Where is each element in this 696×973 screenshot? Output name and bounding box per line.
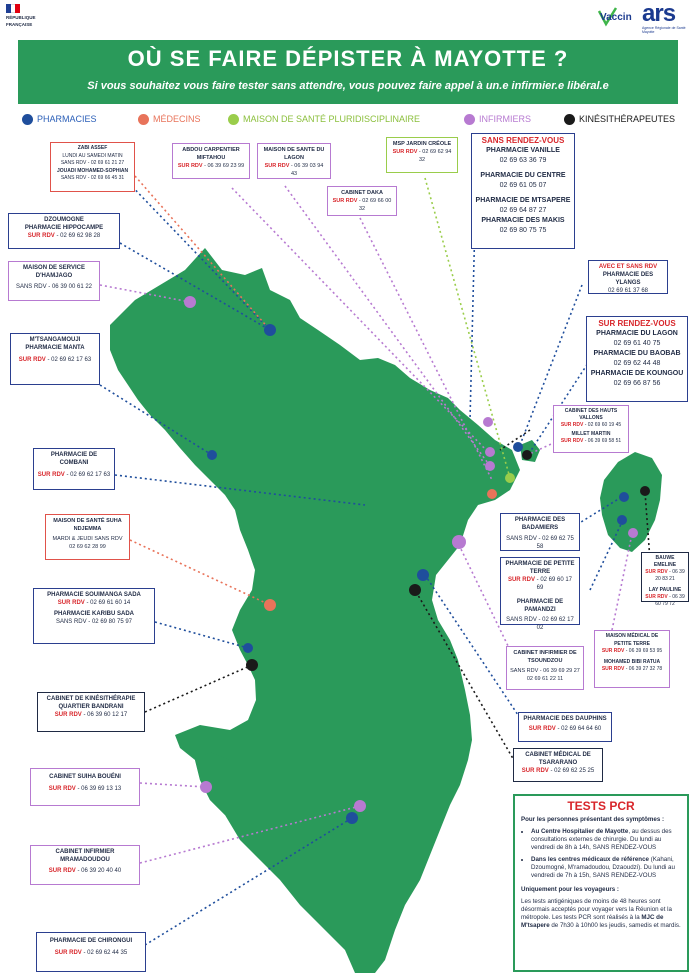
box-combani: [33, 448, 115, 490]
box-petite-terre: [500, 557, 580, 631]
dauphins-name: PHARMACIE DES DAUPHINS: [523, 716, 607, 722]
legend-label: PHARMACIES: [37, 114, 97, 124]
rf-text-1: RÉPUBLIQUE: [6, 15, 36, 20]
lagon-ms-name: MAISON DE SANTE DU LAGON: [263, 147, 325, 161]
millet-phone: - 06 39 69 58 51: [583, 438, 622, 444]
hamjago-name: MAISON DE SERVICE D'HAMJAGO: [23, 265, 85, 279]
box-msp: [386, 137, 458, 173]
pharmacy-marker: [207, 450, 217, 460]
badamiers-phone: SANS RDV - 02 69 62 75 58: [506, 536, 574, 550]
pcr-item-chm: [531, 828, 681, 852]
box-dzoumogne: [8, 213, 120, 249]
pcr-info-box: [513, 794, 689, 972]
combani-rdv: SUR RDV: [37, 472, 65, 478]
zabi-phone: SANS RDV - 02 69 61 21 27: [60, 160, 125, 166]
pcr-item-centres-title: Dans les centres médicaux de référence: [531, 856, 649, 863]
sur-rdv-heading: SUR RENDEZ-VOUS: [598, 319, 676, 328]
box-tsararano: [513, 748, 603, 782]
lagon-ms-rdv: SUR RDV: [264, 163, 290, 169]
sans-rdv-heading: SANS RENDEZ-VOUS: [481, 136, 565, 145]
nurse-marker: [354, 800, 366, 812]
boueni-phone: - 06 39 69 13 13: [75, 786, 122, 792]
suha-phone: 02 69 62 28 99: [69, 544, 106, 550]
baobab-phone: 02 69 62 44 48: [613, 360, 661, 367]
nurse-marker: [485, 461, 495, 471]
souimanga-name: PHARMACIE SOUIMANGA SADA: [47, 592, 141, 598]
nurse-marker: [200, 781, 212, 793]
legend-label: KINÉSITHÉRAPEUTES: [579, 114, 676, 124]
box-souimanga: [33, 588, 155, 644]
hauts-vallons-phone: - 02 69 60 19 45: [583, 422, 622, 428]
mm-petite-terre-name: MAISON MÉDICAL DE PETITE TERRE: [605, 633, 659, 647]
dauphins-rdv: SUR RDV: [528, 726, 556, 732]
pcr-list: [521, 828, 681, 880]
abdou-name: ABDOU CARPENTIER MIFTAHOU: [182, 147, 240, 161]
mtsanga-phone: - 02 69 62 17 63: [45, 357, 92, 363]
lagon-ms-phone: - 06 39 03 94 43: [289, 163, 324, 177]
zabi-name: ZABI ASSEF: [77, 145, 108, 151]
chirongui-rdv: SUR RDV: [54, 950, 82, 956]
nurse-marker: [483, 417, 493, 427]
millet-rdv: SUR RDV: [560, 438, 584, 444]
koungou-phone: 02 69 66 87 56: [613, 380, 661, 387]
suha-name: MAISON DE SANTÉ SUHA NDJEMMA: [53, 518, 122, 532]
bauwe-name: BAUWE EMELINE: [653, 555, 677, 568]
mramadoudou-name: CABINET INFIRMIER MRAMADOUDOU: [55, 849, 115, 863]
box-ylangs: [588, 260, 668, 294]
koungou-name: PHARMACIE DE KOUNGOU: [590, 370, 684, 377]
msp-phone: - 02 69 62 94 32: [417, 149, 452, 163]
box-hamjago: [8, 261, 100, 301]
physio-marker: [409, 584, 421, 596]
pcr-item-chm-text: , au dessus des consultations externes de chirurgie. Du lundi au vendredi de 8h à 14h, SANS RENDEZ-VOUS: [531, 828, 672, 851]
mtsanga-name: M'TSANGAMOUJI: [29, 337, 81, 343]
box-zabi: [50, 142, 135, 192]
petite-terre-name: PHARMACIE DE PETITE TERRE: [505, 561, 575, 575]
hauts-vallons-rdv: SUR RDV: [560, 422, 584, 428]
pharmacy-marker: [243, 643, 253, 653]
ars-text: ars: [642, 0, 676, 27]
doctor-marker: [264, 599, 276, 611]
mramadoudou-rdv: SUR RDV: [48, 868, 76, 874]
mohamed-bibi-name: MOHAMED BIBI RATUA: [603, 658, 661, 665]
page-title: OÙ SE FAIRE DÉPISTER À MAYOTTE ?: [127, 46, 569, 71]
mtsapere-name: PHARMACIE DE MTSAPERE: [475, 197, 571, 204]
physio-marker: [522, 450, 532, 460]
millet-name: MILLET MARTIN: [571, 431, 611, 437]
boueni-rdv: SUR RDV: [48, 786, 76, 792]
tsoundzou-phone-2: 02 69 61 22 11: [526, 676, 564, 682]
pcr-item-chm-title: Au Centre Hospitalier de Mayotte: [531, 828, 629, 835]
legend-label: INFIRMIERS: [479, 114, 532, 124]
manta-name: PHARMACIE MANTA: [25, 345, 85, 351]
bauwe-rdv: SUR RDV: [645, 569, 668, 575]
mtsapere-phone: 02 69 64 87 27: [499, 207, 547, 214]
centre-name: PHARMACIE DU CENTRE: [480, 172, 566, 179]
nurse-marker: [628, 528, 638, 538]
karibu-phone: SANS RDV - 02 69 80 75 97: [55, 619, 133, 625]
rf-text-2: FRANÇAISE: [6, 22, 33, 27]
daka-rdv: SUR RDV: [332, 198, 358, 204]
box-abdou: [172, 143, 250, 179]
box-kine-bandrani: [37, 692, 145, 732]
nurse-marker: [485, 447, 495, 457]
box-dauphins: [518, 712, 612, 742]
centre-phone: 02 69 61 05 07: [499, 182, 547, 189]
tsararano-rdv: SUR RDV: [521, 768, 549, 774]
pamandzi-name: PHARMACIE DE PAMANDZI: [516, 599, 564, 613]
abdou-phone: - 06 39 69 23 99: [202, 163, 245, 169]
petite-terre-rdv: SUR RDV: [507, 577, 535, 583]
pcr-travel-heading: Uniquement pour les voyageurs :: [521, 886, 619, 893]
msp-rdv: SUR RDV: [392, 149, 418, 155]
bauwe-phone: - 06 39 20 83 21: [655, 569, 685, 582]
tsoundzou-name: CABINET INFIRMIER DE TSOUNDZOU: [513, 650, 577, 664]
box-chirongui: [36, 932, 146, 972]
makis-phone: 02 69 80 75 75: [499, 227, 547, 234]
tsararano-name: CABINET MÉDICAL DE TSARARANO: [525, 752, 591, 766]
dauphins-phone: - 02 69 64 64 60: [555, 726, 602, 732]
vaccin-word: Vaccin: [600, 12, 632, 23]
souimanga-phone: - 02 69 61 60 14: [84, 600, 131, 606]
makis-name: PHARMACIE DES MAKIS: [481, 217, 565, 224]
box-mramadoudou: [30, 845, 140, 885]
nurse-marker: [184, 296, 196, 308]
msp-name: MSP JARDIN CRÉOLE: [392, 141, 452, 147]
box-boueni: [30, 768, 140, 806]
ylangs-name: PHARMACIE DES YLANGS: [602, 272, 654, 286]
vanille-phone: 02 69 63 36 79: [499, 157, 547, 164]
lagon-pharmacy-phone: 02 69 61 40 75: [613, 340, 661, 347]
box-hauts-vallons: [553, 405, 629, 453]
page-subtitle: Si vous souhaitez vous faire tester sans attendre, vous pouvez faire appel à un.e infirmier.e libéral.e: [87, 80, 609, 92]
jouadi-phone: SANS RDV - 02 69 66 45 31: [60, 175, 125, 181]
health-center-marker: [505, 473, 515, 483]
vanille-name: PHARMACIE VANILLE: [486, 147, 560, 154]
box-mtsangamouji: [10, 333, 100, 385]
doctor-marker: [487, 489, 497, 499]
box-tsoundzou: [506, 646, 584, 690]
box-sur-rendez-vous: [586, 316, 688, 402]
pcr-item-centres-text: (Kahani, Dzoumogné, M'ramadoudou, Dzaoudzi). Du lundi au vendredi de 7h à 15h, SANS RENDEZ-VOUS: [531, 856, 675, 879]
zabi-hours: LUNDI AU SAMEDI MATIN: [62, 152, 123, 159]
pharmacy-marker: [619, 492, 629, 502]
lay-phone: - 06 39 60 79 72: [655, 594, 685, 607]
box-suha-ndjemma: [45, 514, 130, 560]
tsararano-phone: - 02 69 62 25 25: [548, 768, 595, 774]
petite-terre-phone: - 02 69 60 17 69: [534, 577, 573, 591]
mohamed-bibi-rdv: SUR RDV: [601, 666, 625, 672]
grande-terre-island: [110, 248, 520, 973]
kine-bandrani-rdv: SUR RDV: [54, 712, 82, 718]
abdou-rdv: SUR RDV: [177, 163, 203, 169]
pcr-intro: Pour les personnes présentant des symptômes :: [521, 816, 665, 823]
kine-bandrani-phone: - 06 39 60 12 17: [81, 712, 128, 718]
pcr-item-centres: [531, 856, 681, 880]
box-maison-lagon: [257, 143, 331, 179]
mtsanga-rdv: SUR RDV: [18, 357, 46, 363]
legend-label: MÉDECINS: [153, 114, 201, 124]
daka-name: CABINET DAKA: [341, 190, 383, 196]
pcr-title: TESTS PCR: [567, 799, 635, 813]
dzoumogne-rdv: SUR RDV: [27, 233, 55, 239]
mm-petite-terre-rdv: SUR RDV: [601, 648, 625, 654]
pharmacy-marker: [264, 324, 276, 336]
mm-petite-terre-phone: - 06 39 69 53 95: [624, 648, 663, 654]
legend-label: MAISON DE SANTÉ PLURIDISCIPLINAIRE: [243, 114, 421, 124]
daka-phone: - 02 69 66 00 32: [357, 198, 392, 212]
lagon-pharmacy-name: PHARMACIE DU LAGON: [596, 330, 678, 337]
jouadi-name: JOUADI MOHAMED-SOPHIAN: [56, 167, 129, 174]
hippocampe-name: PHARMACIE HIPPOCAMPE: [24, 225, 104, 231]
hauts-vallons-name: CABINET DES HAUTS VALLONS: [564, 408, 618, 421]
baobab-name: PHARMACIE DU BAOBAB: [593, 350, 681, 357]
pharmacy-marker: [513, 442, 523, 452]
pharmacy-marker: [617, 515, 627, 525]
kine-bandrani-name: CABINET DE KINÉSITHÉRAPIE QUARTIER BANDRANI: [46, 696, 136, 710]
box-bauwe: [641, 552, 689, 607]
pharmacy-marker: [417, 569, 429, 581]
dzoumogne-name: DZOUMOGNE: [44, 217, 84, 223]
boueni-name: CABINET SUIHA BOUÉNI: [49, 774, 121, 780]
physio-marker: [246, 659, 258, 671]
ylangs-heading: AVEC ET SANS RDV: [598, 264, 658, 270]
pcr-travel-text-1: Les tests antigéniques de moins de 48 heures sont désormais acceptés pour voyager vers la Réunion et la métropole. Les tests PCR sont réalisés à la: [521, 898, 672, 921]
box-cabinet-daka: [327, 186, 397, 216]
karibu-name: PHARMACIE KARIBU SADA: [53, 611, 134, 617]
tsoundzou-phone-1: SANS RDV - 06 39 69 29 27: [510, 668, 580, 674]
nurse-marker: [452, 535, 466, 549]
suha-hours: MARDI & JEUDI SANS RDV: [52, 536, 123, 542]
pcr-travel-place: MJC de M'tsapere: [521, 914, 664, 929]
box-maison-medical-petite-terre: [594, 630, 670, 688]
ars-subtitle: Agence Régionale de Santé Mayotte: [642, 26, 686, 34]
chirongui-name: PHARMACIE DE CHIRONGUI: [49, 938, 133, 944]
box-badamiers: [500, 513, 580, 551]
combani-phone: - 02 69 62 17 63: [64, 472, 111, 478]
souimanga-rdv: SUR RDV: [57, 600, 85, 606]
mramadoudou-phone: - 06 39 20 40 40: [75, 868, 122, 874]
badamiers-name: PHARMACIE DES BADAMIERS: [514, 517, 566, 531]
physio-marker: [640, 486, 650, 496]
pamandzi-phone: SANS RDV - 02 69 62 17 02: [506, 617, 574, 631]
ylangs-phone: 02 69 61 37 68: [607, 288, 649, 294]
lay-name: LAY PAULINE: [648, 587, 682, 593]
dzoumogne-phone: - 02 69 62 98 28: [54, 233, 101, 239]
lay-rdv: SUR RDV: [645, 594, 668, 600]
pcr-travel-text-2: de 7h30 à 10h00 les jeudis, samedis et mardis.: [549, 922, 681, 929]
combani-name: PHARMACIE DE COMBANI: [50, 452, 98, 466]
box-sans-rendez-vous: [471, 133, 575, 249]
mohamed-bibi-phone: - 06 39 27 32 78: [624, 666, 663, 672]
hamjago-phone: SANS RDV - 06 39 00 61 22: [15, 284, 93, 290]
pcr-travel-text: [521, 898, 681, 930]
pharmacy-marker: [346, 812, 358, 824]
chirongui-phone: - 02 69 62 44 35: [81, 950, 128, 956]
